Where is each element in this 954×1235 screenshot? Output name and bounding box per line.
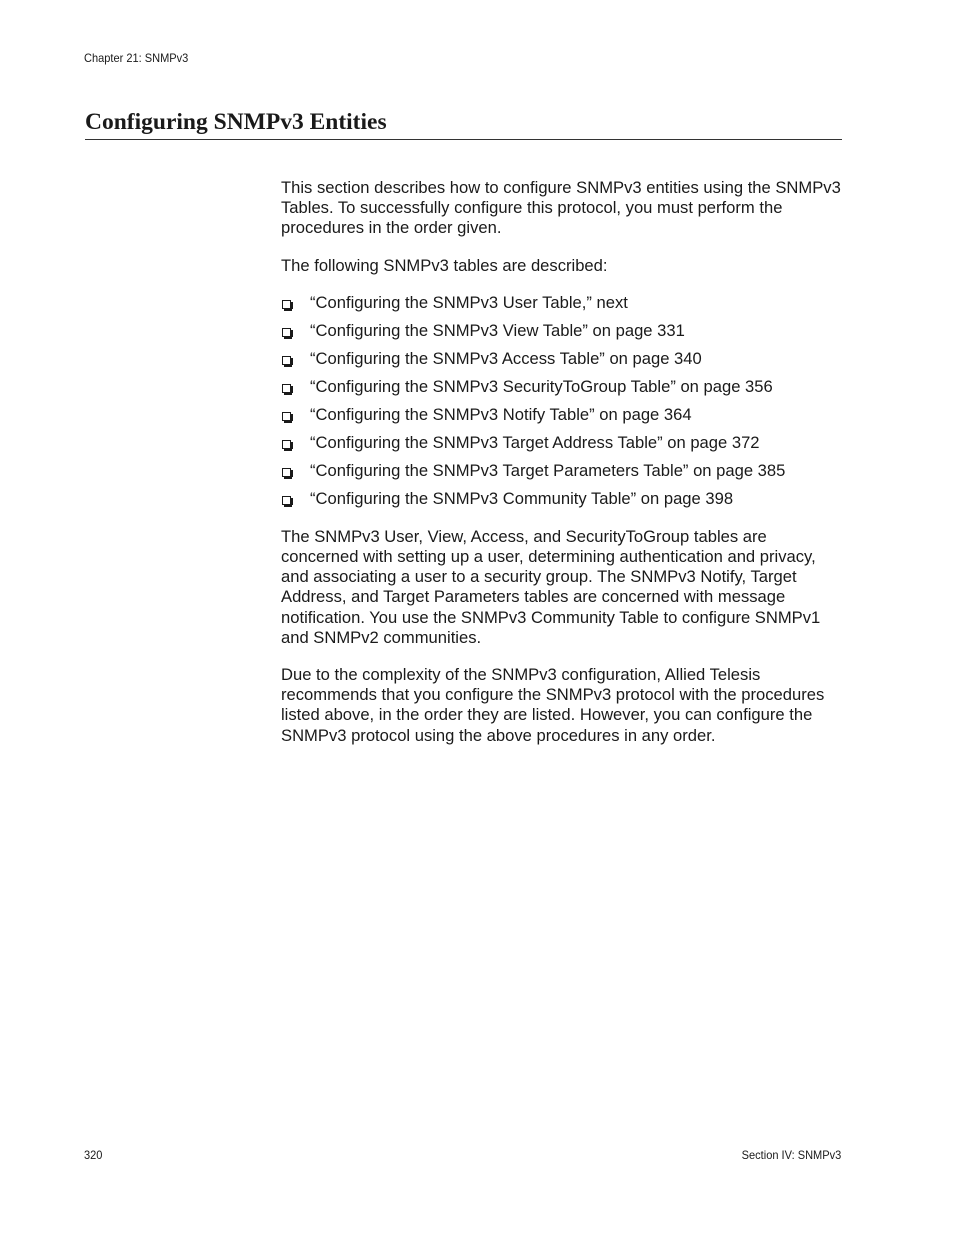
page-number: 320	[84, 1148, 103, 1162]
box-bullet-icon	[282, 356, 291, 365]
body-content	[281, 178, 846, 746]
table-list	[281, 293, 846, 510]
list-item	[281, 461, 846, 489]
box-bullet-icon	[282, 412, 291, 421]
box-bullet-icon	[282, 440, 291, 449]
list-item	[281, 377, 846, 405]
list-item-text: “Configuring the SNMPv3 Target Parameters Table” on page 385	[310, 460, 786, 480]
list-item-text: “Configuring the SNMPv3 Access Table” on page 340	[310, 348, 702, 368]
footer-section-label: Section IV: SNMPv3	[741, 1148, 841, 1162]
list-item	[281, 349, 846, 377]
tables-paragraph: The SNMPv3 User, View, Access, and SecurityToGroup tables are concerned with setting up a user, determining authentication and privacy, and associating a user to a security group. The SNMPv3 Notify, Target Address, and Target Parameters tables are concerned with message notification. You use the SNMPv3 Community Table to configure SNMPv1 and SNMPv2 communities.	[281, 526, 821, 647]
list-item-text: “Configuring the SNMPv3 SecurityToGroup Table” on page 356	[310, 376, 773, 396]
list-item-text: “Configuring the SNMPv3 Community Table” on page 398	[310, 488, 734, 508]
box-bullet-icon	[282, 384, 291, 393]
list-item	[281, 405, 846, 433]
list-item-text: “Configuring the SNMPv3 Notify Table” on page 364	[310, 404, 692, 424]
box-bullet-icon	[282, 300, 291, 309]
section-title: Configuring SNMPv3 Entities	[85, 109, 387, 135]
box-bullet-icon	[282, 496, 291, 505]
list-item	[281, 293, 846, 321]
list-item-text: “Configuring the SNMPv3 User Table,” next	[310, 292, 628, 312]
list-item	[281, 321, 846, 349]
title-rule	[85, 139, 842, 140]
list-item	[281, 489, 846, 510]
box-bullet-icon	[282, 328, 291, 337]
box-bullet-icon	[282, 468, 291, 477]
list-item	[281, 433, 846, 461]
order-paragraph: Due to the complexity of the SNMPv3 configuration, Allied Telesis recommends that you configure the SNMPv3 protocol with the procedures listed above, in the order they are listed. However, you can configure the SNMPv3 protocol using the above procedures in any order.	[281, 665, 825, 745]
intro-paragraph: This section describes how to configure SNMPv3 entities using the SNMPv3 Tables. To successfully configure this protocol, you must perform the procedures in the order given.	[281, 178, 841, 238]
list-intro-paragraph: The following SNMPv3 tables are described:	[281, 255, 608, 275]
list-item-text: “Configuring the SNMPv3 View Table” on page 331	[310, 320, 685, 340]
running-header: Chapter 21: SNMPv3	[84, 51, 189, 65]
list-item-text: “Configuring the SNMPv3 Target Address Table” on page 372	[310, 432, 760, 452]
